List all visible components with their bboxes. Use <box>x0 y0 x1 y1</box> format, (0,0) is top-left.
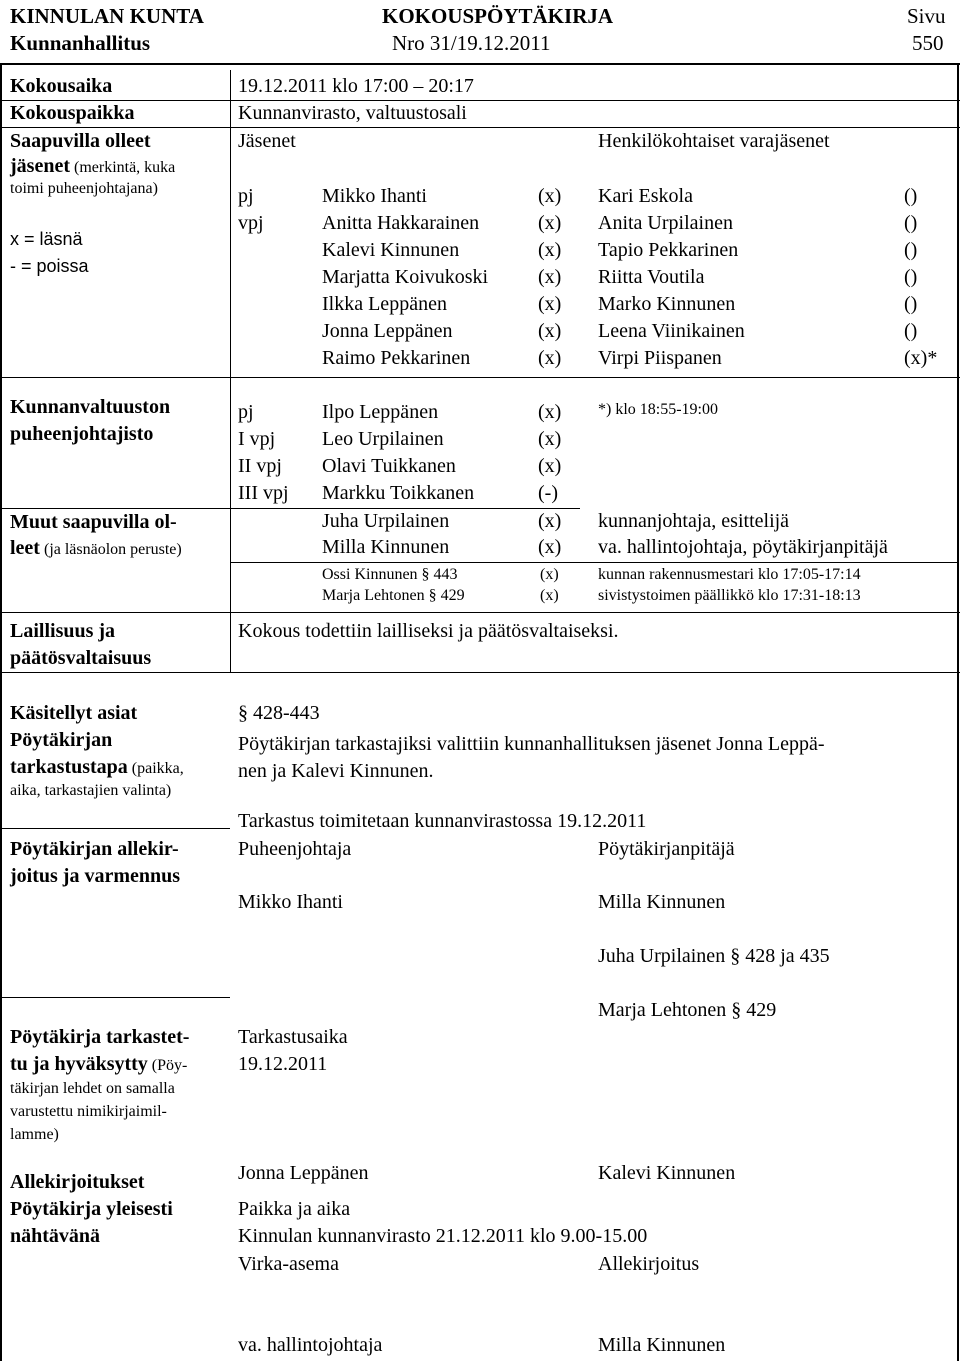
deputy-name: Anita Urpilainen <box>598 212 733 234</box>
chair-title: Puheenjohtaja <box>238 838 352 860</box>
inspection-time-value: 19.12.2011 <box>238 1053 328 1075</box>
council-role: pj <box>238 401 254 423</box>
municipality-name: KINNULAN KUNTA <box>10 4 204 28</box>
meeting-place-label: Kokouspaikka <box>10 102 135 124</box>
others-role: va. hallintojohtaja, pöytäkirjanpitäjä <box>598 536 888 558</box>
attendance-label: Saapuvilla olleet <box>10 130 151 152</box>
chair-name: Mikko Ihanti <box>238 891 343 913</box>
council-role: I vpj <box>238 428 276 450</box>
meeting-time-value: 19.12.2011 klo 17:00 – 20:17 <box>238 75 474 97</box>
member-mark: (x) <box>538 239 562 261</box>
council-mark: (-) <box>538 482 558 504</box>
left-rule <box>0 63 2 1361</box>
public-place-value: Kinnulan kunnanvirasto 21.12.2011 klo 9.00-15.00 <box>238 1225 648 1247</box>
others-role: kunnanjohtaja, esittelijä <box>598 510 790 532</box>
approved-label-2: tu ja hyväksytty (Pöy- <box>10 1053 188 1075</box>
council-mark: (x) <box>538 428 562 450</box>
legality-text: Kokous todettiin lailliseksi ja päätösvaltaiseksi. <box>238 620 619 642</box>
signing-label-2: joitus ja varmennus <box>10 865 181 887</box>
inspection-text-2: nen ja Kalevi Kinnunen. <box>238 760 434 782</box>
inspection-time-label: Tarkastusaika <box>238 1026 348 1048</box>
legend-present: x = läsnä <box>10 229 83 249</box>
meeting-number: Nro 31/19.12.2011 <box>392 31 551 55</box>
deputy-name: Leena Viinikainen <box>598 320 745 342</box>
member-role: vpj <box>238 212 264 234</box>
row-divider <box>0 127 960 128</box>
position-label: Virka-asema <box>238 1253 339 1275</box>
attendance-label-2: jäsenet (merkintä, kuka <box>10 155 176 177</box>
row-divider <box>0 672 960 673</box>
deputy-mark: () <box>904 239 918 261</box>
secretary-title: Pöytäkirjanpitäjä <box>598 838 735 860</box>
approved-label: Pöytäkirja tarkastet- <box>10 1026 190 1048</box>
legality-label: Laillisuus ja <box>10 620 116 642</box>
row-divider <box>0 612 960 613</box>
others-mark: (x) <box>538 536 562 558</box>
others-role-small: kunnan rakennusmestari klo 17:05-17:14 <box>598 566 861 583</box>
meeting-place-value: Kunnanvirasto, valtuustosali <box>238 102 467 124</box>
row-divider <box>0 828 230 829</box>
deputies-column-header: Henkilökohtaiset varajäsenet <box>598 130 830 152</box>
attendance-label-3: toimi puheenjohtajana) <box>10 180 158 197</box>
member-mark: (x) <box>538 320 562 342</box>
members-column-header: Jäsenet <box>238 130 296 152</box>
member-name: Marjatta Koivukoski <box>322 266 489 288</box>
deputy-name: Virpi Piispanen <box>598 347 722 369</box>
member-name: Kalevi Kinnunen <box>322 239 460 261</box>
approved-label-3: täkirjan lehdet on samalla <box>10 1080 175 1097</box>
deputy-name: Marko Kinnunen <box>598 293 736 315</box>
others-mark-small: (x) <box>540 566 559 583</box>
member-name: Ilkka Leppänen <box>322 293 447 315</box>
row-divider <box>0 997 230 998</box>
page-label: Sivu <box>907 4 946 28</box>
row-divider <box>0 100 960 101</box>
deputy-name: Tapio Pekkarinen <box>598 239 739 261</box>
right-rule <box>957 63 959 1361</box>
signature-label: Allekirjoitus <box>598 1253 700 1275</box>
member-name: Mikko Ihanti <box>322 185 427 207</box>
top-rule <box>0 63 960 65</box>
deputy-name: Riitta Voutila <box>598 266 705 288</box>
member-name: Jonna Leppänen <box>322 320 453 342</box>
council-mark: (x) <box>538 401 562 423</box>
body-name: Kunnanhallitus <box>10 31 151 55</box>
others-name-small: Ossi Kinnunen § 443 <box>322 566 458 583</box>
others-mark: (x) <box>538 510 562 532</box>
legend-absent: - = poissa <box>10 256 89 276</box>
council-label: Kunnanvaltuuston <box>10 396 171 418</box>
inspection-label-3: aika, tarkastajien valinta) <box>10 782 172 799</box>
council-role: III vpj <box>238 482 289 504</box>
member-role: pj <box>238 185 254 207</box>
approved-label-4: varustettu nimikirjaimil- <box>10 1103 167 1120</box>
column-divider <box>230 70 231 672</box>
member-mark: (x) <box>538 185 562 207</box>
deputy-mark: () <box>904 212 918 234</box>
deputy-mark: () <box>904 185 918 207</box>
secretary-name: Milla Kinnunen <box>598 891 726 913</box>
handled-label: Käsitellyt asiat <box>10 702 138 724</box>
council-role: II vpj <box>238 455 282 477</box>
inspection-label: Pöytäkirjan <box>10 729 113 751</box>
signatures-label: Allekirjoitukset <box>10 1171 145 1193</box>
signature-value: Milla Kinnunen <box>598 1334 726 1356</box>
member-name: Raimo Pekkarinen <box>322 347 471 369</box>
member-mark: (x) <box>538 212 562 234</box>
signer-2: Kalevi Kinnunen <box>598 1162 736 1184</box>
handled-value: § 428-443 <box>238 702 320 724</box>
inspection-label-2: tarkastustapa (paikka, <box>10 756 184 778</box>
inspection-place: Tarkastus toimitetaan kunnanvirastossa 19.12.2011 <box>238 810 647 832</box>
deputy-name: Kari Eskola <box>598 185 693 207</box>
document-type: KOKOUSPÖYTÄKIRJA <box>382 4 614 28</box>
signing-label: Pöytäkirjan allekir- <box>10 838 179 860</box>
page-number: 550 <box>912 31 944 55</box>
others-role-small: sivistystoimen päällikkö klo 17:31-18:13 <box>598 587 861 604</box>
others-mark-small: (x) <box>540 587 559 604</box>
member-mark: (x) <box>538 266 562 288</box>
row-divider <box>230 562 958 563</box>
public-label-2: nähtävänä <box>10 1225 101 1247</box>
member-mark: (x) <box>538 293 562 315</box>
public-place-label: Paikka ja aika <box>238 1198 351 1220</box>
others-name: Juha Urpilainen <box>322 510 450 532</box>
deputy-mark: () <box>904 293 918 315</box>
member-mark: (x) <box>538 347 562 369</box>
additional-secretary-2: Marja Lehtonen § 429 <box>598 999 777 1021</box>
council-mark: (x) <box>538 455 562 477</box>
council-label-2: puheenjohtajisto <box>10 423 154 445</box>
inspection-text: Pöytäkirjan tarkastajiksi valittiin kunnanhallituksen jäsenet Jonna Leppä- <box>238 733 825 755</box>
member-name: Anitta Hakkarainen <box>322 212 480 234</box>
council-name: Markku Toikkanen <box>322 482 475 504</box>
row-divider <box>0 377 960 378</box>
footnote: *) klo 18:55-19:00 <box>598 401 718 418</box>
council-name: Ilpo Leppänen <box>322 401 439 423</box>
meeting-time-label: Kokousaika <box>10 75 113 97</box>
approved-label-5: lamme) <box>10 1126 59 1143</box>
council-name: Olavi Tuikkanen <box>322 455 456 477</box>
position-value: va. hallintojohtaja <box>238 1334 383 1356</box>
deputy-mark: () <box>904 266 918 288</box>
legality-label-2: päätösvaltaisuus <box>10 647 152 669</box>
deputy-mark: () <box>904 320 918 342</box>
others-label: Muut saapuvilla ol- <box>10 511 177 533</box>
others-name-small: Marja Lehtonen § 429 <box>322 587 465 604</box>
public-label: Pöytäkirja yleisesti <box>10 1198 173 1220</box>
signer-1: Jonna Leppänen <box>238 1162 369 1184</box>
row-divider <box>0 508 580 509</box>
deputy-mark: (x)* <box>904 347 938 369</box>
council-name: Leo Urpilainen <box>322 428 444 450</box>
additional-secretary: Juha Urpilainen § 428 ja 435 <box>598 945 830 967</box>
others-name: Milla Kinnunen <box>322 536 450 558</box>
others-label-2: leet (ja läsnäolon peruste) <box>10 537 182 559</box>
